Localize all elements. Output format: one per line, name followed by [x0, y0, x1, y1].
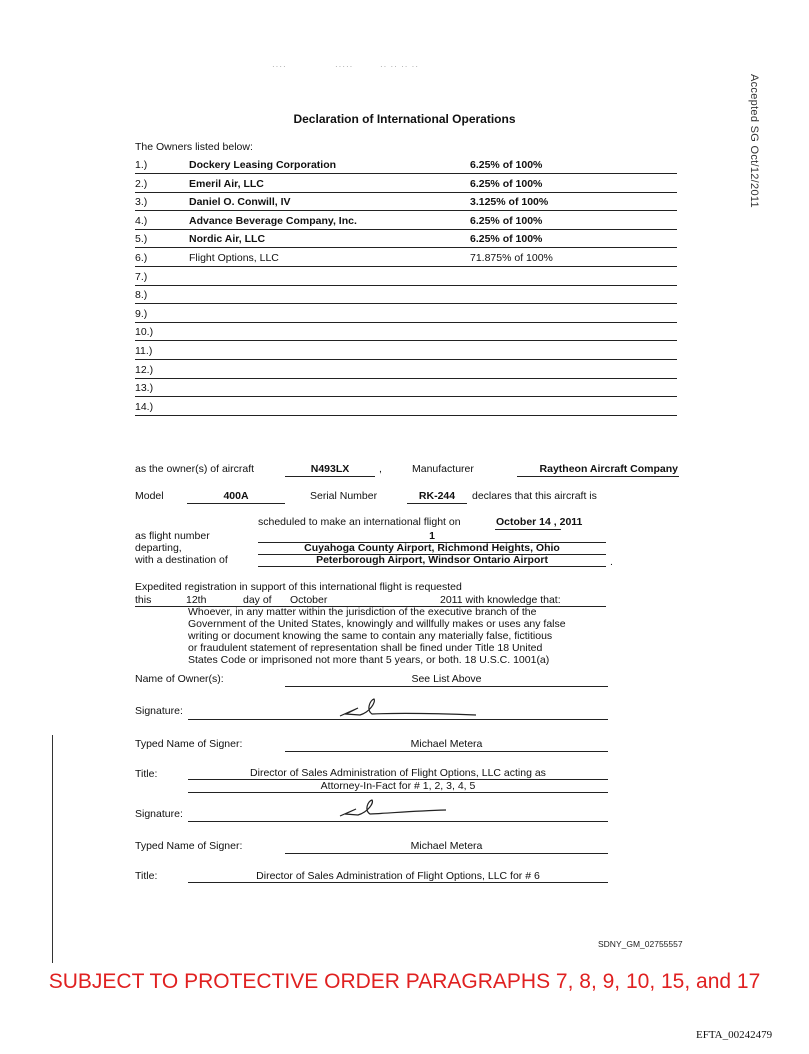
owner-number: 7.): [135, 270, 148, 283]
name-of-owner-value: See List Above: [411, 673, 482, 685]
owner-row: [135, 249, 677, 267]
accepted-stamp: Accepted SG Oct/12/2011: [748, 74, 760, 208]
owner-row: [135, 398, 677, 416]
warning-line: Whoever, in any matter within the jurisdiction of the executive branch of the: [188, 606, 537, 618]
signature-label: Signature:: [135, 705, 183, 717]
owner-name: Emeril Air, LLC: [189, 177, 264, 190]
owner-number: 8.): [135, 289, 148, 302]
scan-specks: ·····: [335, 62, 354, 71]
owner-share: 6.25% of 100%: [470, 214, 543, 227]
manufacturer-value: Raytheon Aircraft Company: [539, 463, 678, 475]
warning-line: or fraudulent statement of representation shall be fined under Title 18 United: [188, 642, 543, 654]
owner-share: 6.25% of 100%: [470, 159, 543, 171]
owner-number: 4.): [135, 214, 148, 227]
this-word: this: [135, 594, 152, 606]
year-clause: 2011 with knowledge that:: [440, 594, 561, 606]
model-label: Model: [135, 490, 164, 502]
owner-share: 6.25% of 100%: [470, 177, 543, 190]
scan-specks: ·· ·· ·· ··: [380, 62, 419, 71]
warning-line: Government of the United States, knowingly and willfully makes or uses any false: [188, 618, 566, 630]
underline: [285, 853, 608, 854]
owner-number: 5.): [135, 233, 148, 246]
destination-label: with a destination of: [135, 554, 228, 566]
typed-name-label: Typed Name of Signer:: [135, 738, 243, 750]
declares-text: declares that this aircraft is: [472, 490, 597, 502]
typed-name-value: Michael Metera: [410, 738, 483, 750]
owner-row: [135, 305, 677, 323]
flight-number-label: as flight number: [135, 530, 210, 542]
flight-date: October 14 , 2011: [496, 516, 583, 528]
owner-number: 12.): [135, 363, 154, 376]
handwritten-signature-1: [336, 696, 486, 722]
owner-row: [135, 175, 677, 193]
underline: [407, 503, 467, 504]
owner-row: [135, 156, 677, 174]
title-label: Title:: [135, 768, 158, 780]
scheduled-text: scheduled to make an international flight on: [258, 516, 461, 528]
owner-number: 9.): [135, 307, 148, 320]
owner-name: Flight Options, LLC: [189, 252, 279, 264]
period: .: [610, 556, 613, 568]
flight-number-value: 1: [429, 530, 435, 542]
warning-line: States Code or imprisoned not more thant 5 years, or both. 18 U.S.C. 1001(a): [188, 654, 550, 666]
owner-row: [135, 268, 677, 286]
departing-label: departing,: [135, 542, 182, 554]
protective-order-notice: SUBJECT TO PROTECTIVE ORDER PARAGRAPHS 7, 8, 9, 10, 15, and 17: [48, 970, 761, 993]
name-of-owner-label: Name of Owner(s):: [135, 673, 224, 685]
title-2-label: Title:: [135, 870, 158, 882]
title-2-value: Director of Sales Administration of Flight Options, LLC for # 6: [256, 870, 540, 882]
aircraft-tail-number: N493LX: [310, 463, 350, 475]
departing-value: Cuyahoga County Airport, Richmond Heights, Ohio: [304, 542, 560, 554]
owner-share: 6.25% of 100%: [470, 233, 543, 246]
warning-line: writing or document knowing the same to contain any materially false, fictitious: [188, 630, 553, 642]
serial-number-label: Serial Number: [310, 490, 378, 502]
owner-number: 3.): [135, 196, 148, 209]
handwritten-signature-2: [336, 798, 486, 822]
owner-number: 1.): [135, 159, 148, 171]
title-value-line-1: Director of Sales Administration of Flight Options, LLC acting as: [250, 767, 546, 779]
expedited-text: Expedited registration in support of this international flight is requested: [135, 581, 462, 593]
efta-number: EFTA_00242479: [696, 1029, 773, 1041]
owner-row: [135, 323, 677, 341]
underline: [285, 686, 608, 687]
owner-share: 71.875% of 100%: [470, 252, 553, 264]
day-of-text: day of: [243, 594, 272, 606]
owner-number: 14.): [135, 400, 154, 413]
owner-share: 3.125% of 100%: [470, 196, 549, 209]
title-value-line-2: Attorney-In-Fact for # 1, 2, 3, 4, 5: [320, 780, 476, 792]
owner-row: [135, 342, 677, 360]
scan-specks: ····: [272, 62, 287, 71]
owner-name: Advance Beverage Company, Inc.: [189, 214, 357, 227]
owner-name: Daniel O. Conwill, IV: [189, 196, 291, 209]
manufacturer-label: Manufacturer: [412, 463, 474, 475]
owner-of-aircraft-label: as the owner(s) of aircraft: [135, 463, 255, 475]
document-title: Declaration of International Operations: [293, 112, 516, 126]
owner-number: 6.): [135, 252, 148, 264]
underline: [258, 566, 606, 567]
serial-number-value: RK-244: [418, 490, 456, 502]
bates-number: SDNY_GM_02755557: [598, 939, 683, 949]
destination-value: Peterborough Airport, Windsor Ontario Airport: [316, 554, 548, 566]
owner-row: [135, 212, 677, 230]
model-value: 400A: [223, 490, 249, 502]
comma: ,: [379, 463, 382, 475]
underline: [187, 503, 285, 504]
owner-number: 10.): [135, 326, 154, 339]
scan-edge-line: [52, 735, 53, 963]
underline: [285, 751, 608, 752]
owner-name: Nordic Air, LLC: [189, 233, 266, 246]
expedited-day: 12th: [186, 594, 207, 606]
underline: [517, 476, 679, 477]
typed-name-2-value: Michael Metera: [410, 840, 483, 852]
owner-number: 13.): [135, 382, 154, 395]
owner-row: [135, 193, 677, 211]
owner-row: [135, 379, 677, 397]
expedited-month: October: [290, 594, 328, 606]
owner-number: 11.): [135, 345, 153, 357]
underline: [188, 792, 608, 793]
signature-2-label: Signature:: [135, 808, 183, 820]
underline: [285, 476, 375, 477]
typed-name-2-label: Typed Name of Signer:: [135, 840, 243, 852]
owner-name: Dockery Leasing Corporation: [189, 159, 337, 171]
owners-intro: The Owners listed below:: [135, 141, 253, 153]
owner-row: [135, 286, 677, 304]
owner-row: [135, 361, 677, 379]
underline: [188, 882, 608, 883]
owner-row: [135, 230, 677, 248]
owner-number: 2.): [135, 177, 148, 190]
